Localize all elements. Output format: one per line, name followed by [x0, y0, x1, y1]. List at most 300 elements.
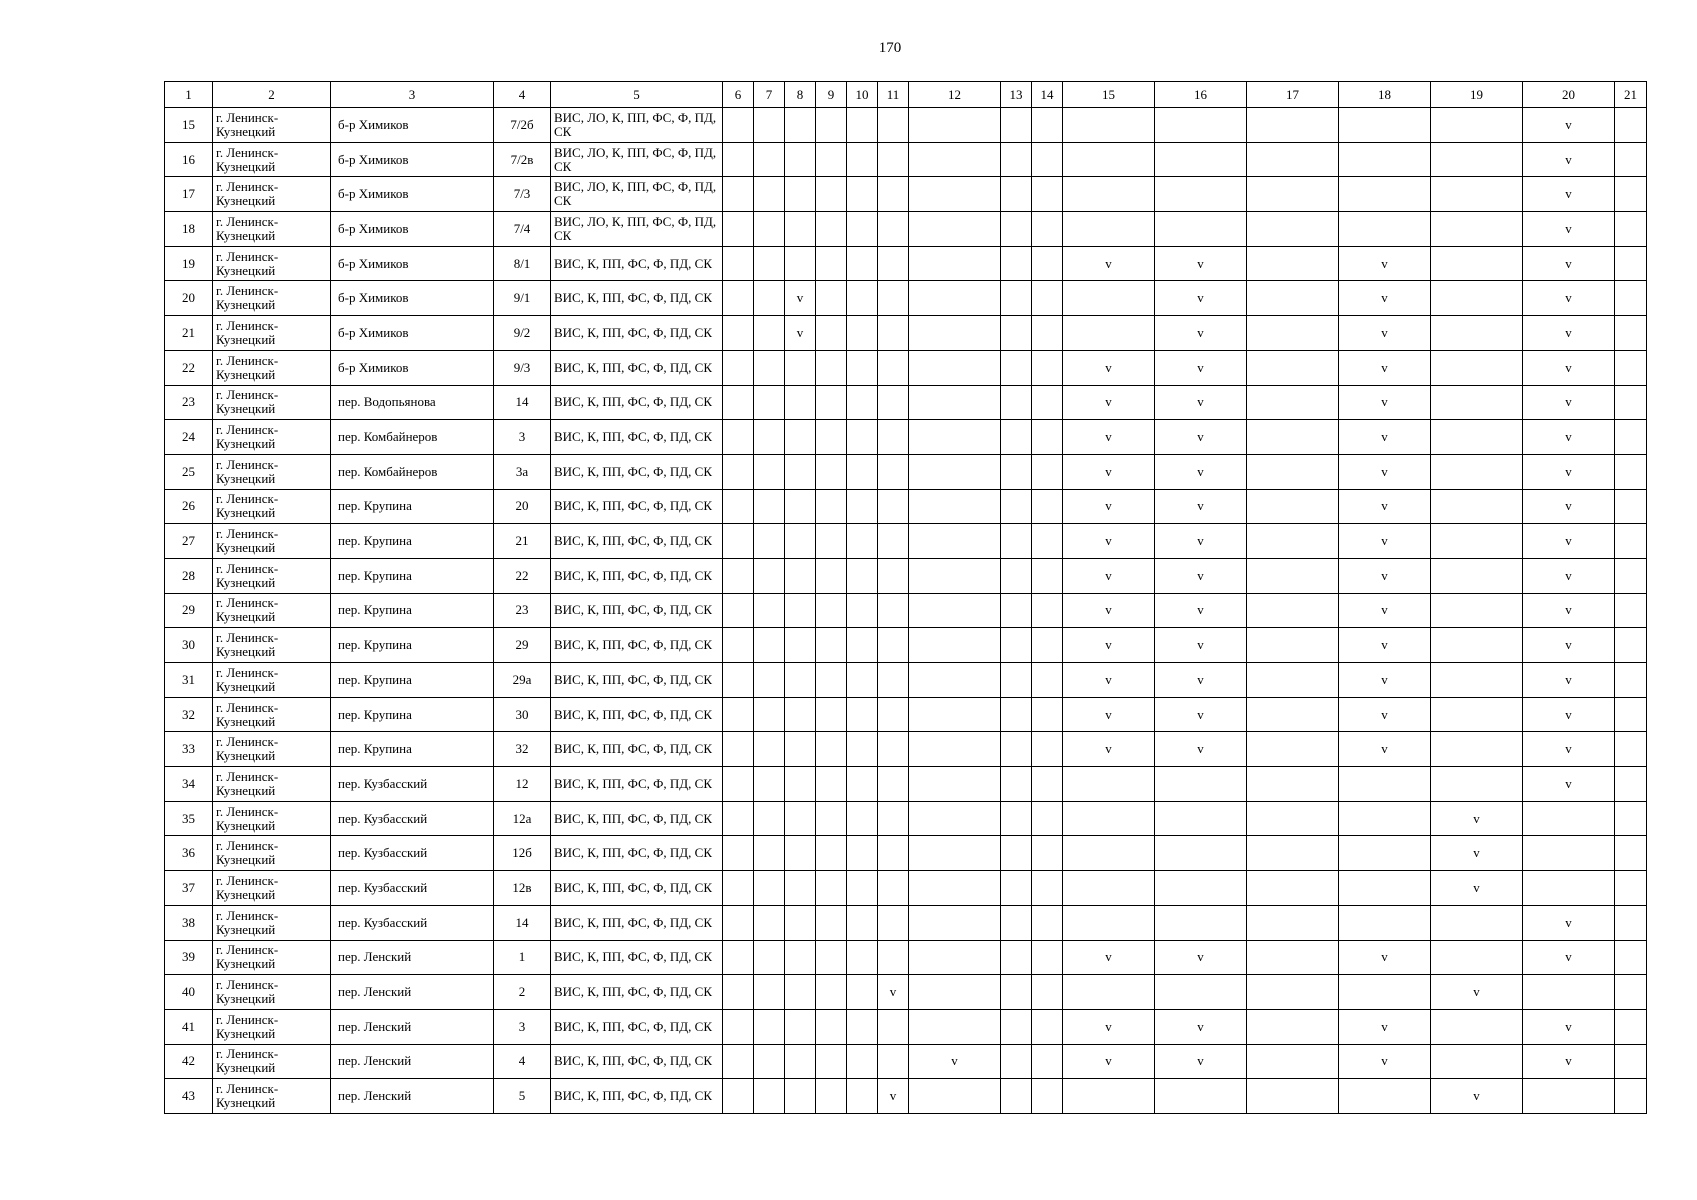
codes-cell: ВИС, К, ПП, ФС, Ф, ПД, СК [551, 316, 723, 351]
mark-cell-col-12 [909, 350, 1001, 385]
table-row [165, 108, 1647, 143]
mark-cell-col-14 [1032, 905, 1063, 940]
house-cell: 32 [494, 732, 551, 767]
mark-cell-col-17 [1247, 246, 1339, 281]
mark-cell-col-8 [785, 697, 816, 732]
mark-cell-col-9 [816, 212, 847, 247]
mark-cell-col-7 [754, 905, 785, 940]
mark-cell-col-11 [878, 454, 909, 489]
mark-cell-col-12 [909, 663, 1001, 698]
mark-cell-col-18 [1339, 975, 1431, 1010]
column-header-14: 14 [1032, 82, 1063, 108]
mark-cell-col-11 [878, 142, 909, 177]
mark-cell-col-17 [1247, 281, 1339, 316]
mark-cell-col-10 [847, 1044, 878, 1079]
codes-cell: ВИС, К, ПП, ФС, Ф, ПД, СК [551, 1044, 723, 1079]
city-cell: г. Ленинск-Кузнецкий [213, 212, 331, 247]
mark-cell-col-19 [1431, 212, 1523, 247]
mark-cell-col-15 [1063, 142, 1155, 177]
city-cell: г. Ленинск-Кузнецкий [213, 489, 331, 524]
check-mark-col-15: v [1063, 246, 1155, 281]
table-row [165, 385, 1647, 420]
street-cell: пер. Кузбасский [331, 871, 494, 906]
mark-cell-col-7 [754, 767, 785, 802]
check-mark-col-16: v [1155, 558, 1247, 593]
check-mark-col-18: v [1339, 697, 1431, 732]
mark-cell-col-20 [1523, 801, 1615, 836]
mark-cell-col-13 [1001, 385, 1032, 420]
house-cell: 3а [494, 454, 551, 489]
check-mark-col-16: v [1155, 663, 1247, 698]
mark-cell-col-6 [723, 628, 754, 663]
mark-cell-col-17 [1247, 940, 1339, 975]
mark-cell-col-10 [847, 316, 878, 351]
check-mark-col-16: v [1155, 420, 1247, 455]
check-mark-col-15: v [1063, 1044, 1155, 1079]
row-number: 30 [165, 628, 213, 663]
mark-cell-col-21 [1615, 142, 1647, 177]
mark-cell-col-10 [847, 1079, 878, 1114]
street-cell: пер. Кузбасский [331, 836, 494, 871]
street-cell: б-р Химиков [331, 177, 494, 212]
mark-cell-col-13 [1001, 940, 1032, 975]
check-mark-col-20: v [1523, 558, 1615, 593]
city-cell: г. Ленинск-Кузнецкий [213, 905, 331, 940]
mark-cell-col-9 [816, 836, 847, 871]
check-mark-col-20: v [1523, 767, 1615, 802]
house-cell: 23 [494, 593, 551, 628]
mark-cell-col-11 [878, 524, 909, 559]
mark-cell-col-13 [1001, 663, 1032, 698]
check-mark-col-15: v [1063, 558, 1155, 593]
mark-cell-col-20 [1523, 1079, 1615, 1114]
mark-cell-col-10 [847, 246, 878, 281]
street-cell: пер. Крупина [331, 558, 494, 593]
row-number: 20 [165, 281, 213, 316]
mark-cell-col-17 [1247, 108, 1339, 143]
mark-cell-col-13 [1001, 246, 1032, 281]
mark-cell-col-18 [1339, 108, 1431, 143]
mark-cell-col-21 [1615, 524, 1647, 559]
table-row [165, 732, 1647, 767]
street-cell: пер. Водопьянова [331, 385, 494, 420]
mark-cell-col-6 [723, 316, 754, 351]
mark-cell-col-12 [909, 177, 1001, 212]
check-mark-col-20: v [1523, 663, 1615, 698]
mark-cell-col-21 [1615, 905, 1647, 940]
mark-cell-col-14 [1032, 316, 1063, 351]
mark-cell-col-15 [1063, 801, 1155, 836]
mark-cell-col-6 [723, 1079, 754, 1114]
column-header-2: 2 [213, 82, 331, 108]
house-cell: 20 [494, 489, 551, 524]
city-cell: г. Ленинск-Кузнецкий [213, 1044, 331, 1079]
mark-cell-col-21 [1615, 593, 1647, 628]
mark-cell-col-14 [1032, 177, 1063, 212]
mark-cell-col-9 [816, 385, 847, 420]
mark-cell-col-12 [909, 871, 1001, 906]
mark-cell-col-16 [1155, 212, 1247, 247]
mark-cell-col-6 [723, 1009, 754, 1044]
mark-cell-col-6 [723, 697, 754, 732]
mark-cell-col-10 [847, 385, 878, 420]
city-cell: г. Ленинск-Кузнецкий [213, 836, 331, 871]
mark-cell-col-13 [1001, 697, 1032, 732]
mark-cell-col-17 [1247, 836, 1339, 871]
mark-cell-col-19 [1431, 524, 1523, 559]
check-mark-col-18: v [1339, 454, 1431, 489]
mark-cell-col-7 [754, 871, 785, 906]
mark-cell-col-21 [1615, 732, 1647, 767]
mark-cell-col-8 [785, 108, 816, 143]
mark-cell-col-17 [1247, 905, 1339, 940]
mark-cell-col-17 [1247, 801, 1339, 836]
mark-cell-col-12 [909, 524, 1001, 559]
street-cell: пер. Ленский [331, 1044, 494, 1079]
codes-cell: ВИС, К, ПП, ФС, Ф, ПД, СК [551, 1079, 723, 1114]
mark-cell-col-19 [1431, 1009, 1523, 1044]
city-cell: г. Ленинск-Кузнецкий [213, 628, 331, 663]
street-cell: пер. Ленский [331, 940, 494, 975]
mark-cell-col-16 [1155, 767, 1247, 802]
table-row [165, 940, 1647, 975]
row-number: 22 [165, 350, 213, 385]
mark-cell-col-19 [1431, 281, 1523, 316]
street-cell: б-р Химиков [331, 108, 494, 143]
row-number: 26 [165, 489, 213, 524]
check-mark-col-18: v [1339, 628, 1431, 663]
mark-cell-col-11 [878, 177, 909, 212]
mark-cell-col-11 [878, 836, 909, 871]
mark-cell-col-8 [785, 732, 816, 767]
mark-cell-col-13 [1001, 871, 1032, 906]
mark-cell-col-8 [785, 940, 816, 975]
table-row [165, 1009, 1647, 1044]
mark-cell-col-21 [1615, 697, 1647, 732]
house-cell: 2 [494, 975, 551, 1010]
mark-cell-col-8 [785, 212, 816, 247]
mark-cell-col-14 [1032, 489, 1063, 524]
check-mark-col-18: v [1339, 385, 1431, 420]
mark-cell-col-6 [723, 489, 754, 524]
table-row [165, 905, 1647, 940]
check-mark-col-20: v [1523, 177, 1615, 212]
check-mark-col-20: v [1523, 732, 1615, 767]
mark-cell-col-12 [909, 732, 1001, 767]
codes-cell: ВИС, К, ПП, ФС, Ф, ПД, СК [551, 697, 723, 732]
mark-cell-col-19 [1431, 454, 1523, 489]
mark-cell-col-21 [1615, 1009, 1647, 1044]
mark-cell-col-8 [785, 385, 816, 420]
mark-cell-col-13 [1001, 628, 1032, 663]
codes-cell: ВИС, К, ПП, ФС, Ф, ПД, СК [551, 940, 723, 975]
mark-cell-col-15 [1063, 836, 1155, 871]
mark-cell-col-7 [754, 246, 785, 281]
mark-cell-col-10 [847, 593, 878, 628]
mark-cell-col-7 [754, 1079, 785, 1114]
street-cell: пер. Кузбасский [331, 801, 494, 836]
mark-cell-col-16 [1155, 142, 1247, 177]
city-cell: г. Ленинск-Кузнецкий [213, 108, 331, 143]
mark-cell-col-12 [909, 454, 1001, 489]
mark-cell-col-15 [1063, 281, 1155, 316]
mark-cell-col-7 [754, 1044, 785, 1079]
check-mark-col-19: v [1431, 975, 1523, 1010]
mark-cell-col-11 [878, 316, 909, 351]
codes-cell: ВИС, К, ПП, ФС, Ф, ПД, СК [551, 975, 723, 1010]
mark-cell-col-11 [878, 940, 909, 975]
check-mark-col-8: v [785, 316, 816, 351]
mark-cell-col-7 [754, 628, 785, 663]
table-row [165, 454, 1647, 489]
check-mark-col-19: v [1431, 871, 1523, 906]
house-cell: 9/1 [494, 281, 551, 316]
mark-cell-col-13 [1001, 350, 1032, 385]
house-cell: 22 [494, 558, 551, 593]
house-cell: 30 [494, 697, 551, 732]
mark-cell-col-20 [1523, 836, 1615, 871]
mark-cell-col-13 [1001, 767, 1032, 802]
mark-cell-col-14 [1032, 212, 1063, 247]
codes-cell: ВИС, К, ПП, ФС, Ф, ПД, СК [551, 905, 723, 940]
table-row [165, 142, 1647, 177]
mark-cell-col-11 [878, 697, 909, 732]
mark-cell-col-21 [1615, 212, 1647, 247]
mark-cell-col-7 [754, 108, 785, 143]
mark-cell-col-6 [723, 940, 754, 975]
column-header-12: 12 [909, 82, 1001, 108]
house-cell: 12 [494, 767, 551, 802]
codes-cell: ВИС, К, ПП, ФС, Ф, ПД, СК [551, 871, 723, 906]
mark-cell-col-17 [1247, 975, 1339, 1010]
mark-cell-col-14 [1032, 454, 1063, 489]
column-header-17: 17 [1247, 82, 1339, 108]
mark-cell-col-10 [847, 454, 878, 489]
table-header-row [165, 82, 1647, 108]
mark-cell-col-13 [1001, 905, 1032, 940]
mark-cell-col-7 [754, 1009, 785, 1044]
check-mark-col-11: v [878, 975, 909, 1010]
house-cell: 4 [494, 1044, 551, 1079]
check-mark-col-15: v [1063, 593, 1155, 628]
codes-cell: ВИС, К, ПП, ФС, Ф, ПД, СК [551, 593, 723, 628]
codes-cell: ВИС, К, ПП, ФС, Ф, ПД, СК [551, 524, 723, 559]
house-cell: 14 [494, 385, 551, 420]
mark-cell-col-17 [1247, 593, 1339, 628]
mark-cell-col-16 [1155, 801, 1247, 836]
mark-cell-col-19 [1431, 142, 1523, 177]
mark-cell-col-6 [723, 732, 754, 767]
row-number: 28 [165, 558, 213, 593]
row-number: 32 [165, 697, 213, 732]
check-mark-col-20: v [1523, 1044, 1615, 1079]
column-header-7: 7 [754, 82, 785, 108]
mark-cell-col-8 [785, 177, 816, 212]
codes-cell: ВИС, К, ПП, ФС, Ф, ПД, СК [551, 350, 723, 385]
mark-cell-col-8 [785, 767, 816, 802]
mark-cell-col-8 [785, 558, 816, 593]
street-cell: пер. Ленский [331, 1079, 494, 1114]
check-mark-col-18: v [1339, 524, 1431, 559]
mark-cell-col-12 [909, 316, 1001, 351]
mark-cell-col-7 [754, 489, 785, 524]
table-row [165, 1079, 1647, 1114]
mark-cell-col-14 [1032, 732, 1063, 767]
check-mark-col-16: v [1155, 940, 1247, 975]
city-cell: г. Ленинск-Кузнецкий [213, 1079, 331, 1114]
check-mark-col-16: v [1155, 524, 1247, 559]
mark-cell-col-6 [723, 905, 754, 940]
mark-cell-col-21 [1615, 940, 1647, 975]
mark-cell-col-14 [1032, 524, 1063, 559]
house-cell: 14 [494, 905, 551, 940]
mark-cell-col-10 [847, 350, 878, 385]
mark-cell-col-13 [1001, 1044, 1032, 1079]
city-cell: г. Ленинск-Кузнецкий [213, 1009, 331, 1044]
mark-cell-col-7 [754, 212, 785, 247]
table-row [165, 350, 1647, 385]
mark-cell-col-9 [816, 801, 847, 836]
house-cell: 7/2в [494, 142, 551, 177]
mark-cell-col-19 [1431, 697, 1523, 732]
street-cell: пер. Крупина [331, 489, 494, 524]
mark-cell-col-11 [878, 801, 909, 836]
check-mark-col-20: v [1523, 281, 1615, 316]
check-mark-col-12: v [909, 1044, 1001, 1079]
mark-cell-col-16 [1155, 975, 1247, 1010]
mark-cell-col-10 [847, 420, 878, 455]
column-header-6: 6 [723, 82, 754, 108]
check-mark-col-18: v [1339, 663, 1431, 698]
mark-cell-col-14 [1032, 697, 1063, 732]
mark-cell-col-10 [847, 628, 878, 663]
mark-cell-col-9 [816, 558, 847, 593]
codes-cell: ВИС, К, ПП, ФС, Ф, ПД, СК [551, 732, 723, 767]
mark-cell-col-13 [1001, 558, 1032, 593]
mark-cell-col-14 [1032, 108, 1063, 143]
mark-cell-col-6 [723, 385, 754, 420]
mark-cell-col-15 [1063, 975, 1155, 1010]
row-number: 17 [165, 177, 213, 212]
mark-cell-col-21 [1615, 385, 1647, 420]
mark-cell-col-17 [1247, 1079, 1339, 1114]
mark-cell-col-11 [878, 558, 909, 593]
mark-cell-col-6 [723, 1044, 754, 1079]
city-cell: г. Ленинск-Кузнецкий [213, 801, 331, 836]
city-cell: г. Ленинск-Кузнецкий [213, 177, 331, 212]
row-number: 25 [165, 454, 213, 489]
mark-cell-col-10 [847, 836, 878, 871]
mark-cell-col-17 [1247, 316, 1339, 351]
street-cell: б-р Химиков [331, 212, 494, 247]
mark-cell-col-14 [1032, 628, 1063, 663]
check-mark-col-20: v [1523, 420, 1615, 455]
mark-cell-col-9 [816, 940, 847, 975]
house-cell: 9/2 [494, 316, 551, 351]
city-cell: г. Ленинск-Кузнецкий [213, 246, 331, 281]
mark-cell-col-10 [847, 1009, 878, 1044]
row-number: 37 [165, 871, 213, 906]
mark-cell-col-6 [723, 454, 754, 489]
mark-cell-col-12 [909, 593, 1001, 628]
city-cell: г. Ленинск-Кузнецкий [213, 385, 331, 420]
mark-cell-col-14 [1032, 281, 1063, 316]
mark-cell-col-7 [754, 142, 785, 177]
mark-cell-col-7 [754, 177, 785, 212]
mark-cell-col-14 [1032, 593, 1063, 628]
mark-cell-col-16 [1155, 177, 1247, 212]
mark-cell-col-7 [754, 316, 785, 351]
street-cell: б-р Химиков [331, 350, 494, 385]
column-header-16: 16 [1155, 82, 1247, 108]
mark-cell-col-15 [1063, 905, 1155, 940]
mark-cell-col-18 [1339, 142, 1431, 177]
check-mark-col-20: v [1523, 212, 1615, 247]
mark-cell-col-12 [909, 246, 1001, 281]
mark-cell-col-15 [1063, 871, 1155, 906]
mark-cell-col-17 [1247, 177, 1339, 212]
mark-cell-col-8 [785, 350, 816, 385]
city-cell: г. Ленинск-Кузнецкий [213, 593, 331, 628]
house-cell: 7/3 [494, 177, 551, 212]
mark-cell-col-6 [723, 524, 754, 559]
check-mark-col-16: v [1155, 281, 1247, 316]
city-cell: г. Ленинск-Кузнецкий [213, 697, 331, 732]
mark-cell-col-15 [1063, 767, 1155, 802]
codes-cell: ВИС, К, ПП, ФС, Ф, ПД, СК [551, 558, 723, 593]
mark-cell-col-9 [816, 905, 847, 940]
row-number: 39 [165, 940, 213, 975]
mark-cell-col-21 [1615, 316, 1647, 351]
mark-cell-col-19 [1431, 732, 1523, 767]
street-cell: пер. Кузбасский [331, 767, 494, 802]
street-cell: пер. Комбайнеров [331, 454, 494, 489]
mark-cell-col-15 [1063, 177, 1155, 212]
mark-cell-col-8 [785, 663, 816, 698]
street-cell: пер. Комбайнеров [331, 420, 494, 455]
row-number: 16 [165, 142, 213, 177]
check-mark-col-16: v [1155, 246, 1247, 281]
mark-cell-col-7 [754, 558, 785, 593]
mark-cell-col-8 [785, 524, 816, 559]
check-mark-col-16: v [1155, 454, 1247, 489]
check-mark-col-20: v [1523, 489, 1615, 524]
mark-cell-col-19 [1431, 593, 1523, 628]
mark-cell-col-9 [816, 1009, 847, 1044]
mark-cell-col-21 [1615, 1044, 1647, 1079]
column-header-21: 21 [1615, 82, 1647, 108]
mark-cell-col-6 [723, 246, 754, 281]
city-cell: г. Ленинск-Кузнецкий [213, 871, 331, 906]
mark-cell-col-18 [1339, 212, 1431, 247]
mark-cell-col-7 [754, 524, 785, 559]
table-row [165, 281, 1647, 316]
codes-cell: ВИС, К, ПП, ФС, Ф, ПД, СК [551, 1009, 723, 1044]
city-cell: г. Ленинск-Кузнецкий [213, 663, 331, 698]
mark-cell-col-16 [1155, 836, 1247, 871]
mark-cell-col-13 [1001, 1009, 1032, 1044]
city-cell: г. Ленинск-Кузнецкий [213, 420, 331, 455]
mark-cell-col-12 [909, 767, 1001, 802]
mark-cell-col-9 [816, 1079, 847, 1114]
mark-cell-col-14 [1032, 801, 1063, 836]
street-cell: пер. Крупина [331, 697, 494, 732]
mark-cell-col-7 [754, 593, 785, 628]
column-header-20: 20 [1523, 82, 1615, 108]
city-cell: г. Ленинск-Кузнецкий [213, 975, 331, 1010]
row-number: 41 [165, 1009, 213, 1044]
street-cell: б-р Химиков [331, 142, 494, 177]
